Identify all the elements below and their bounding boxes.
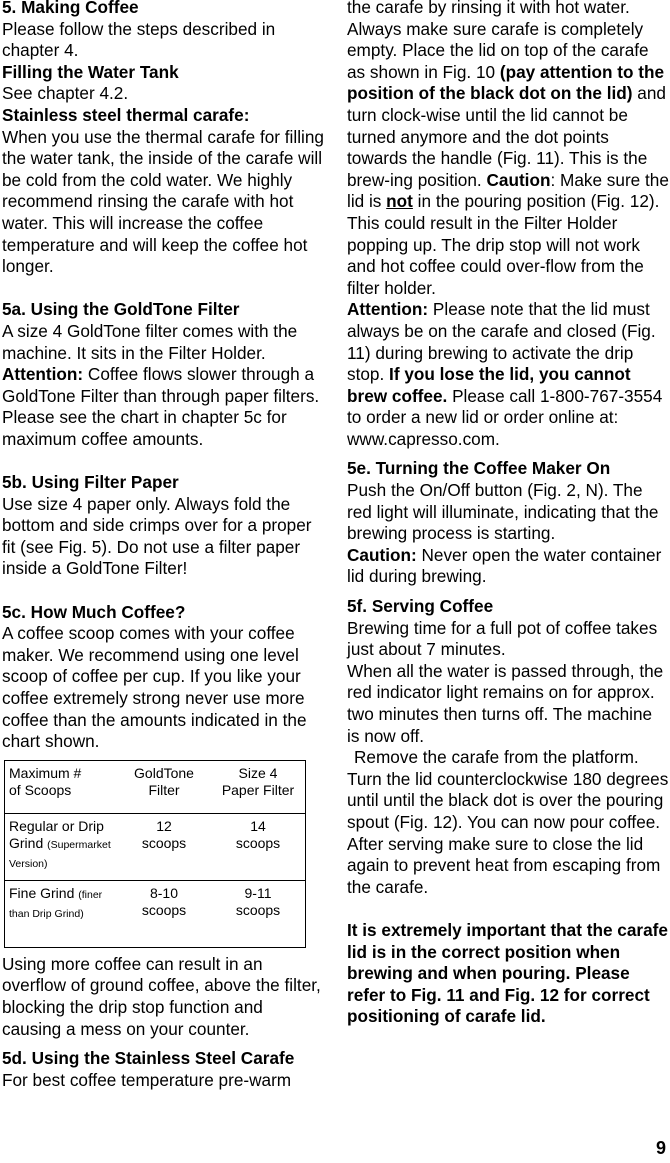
not-emphasis: not bbox=[386, 191, 413, 212]
section-5d-body: For best coffee temperature pre-warm bbox=[2, 1069, 292, 1090]
section-5a-attention bbox=[2, 364, 324, 450]
page-number: 9 bbox=[656, 1138, 667, 1158]
table-row bbox=[5, 880, 305, 947]
section-5c-title: 5c. How Much Coffee? bbox=[2, 601, 186, 622]
attention-text: Coffee flows slower through a GoldTone Filter than through paper filters. Please see the chart in chapter 5c for maximum coffee amounts. bbox=[2, 364, 320, 449]
table-header-row bbox=[5, 761, 305, 813]
scoops-table bbox=[4, 760, 306, 948]
filling-tank-title: Filling the Water Tank bbox=[2, 61, 179, 82]
section-5b-title: 5b. Using Filter Paper bbox=[2, 472, 179, 493]
header-cell-goldtone: GoldTone Filter bbox=[134, 764, 194, 798]
section-5-title: 5. Making Coffee bbox=[2, 0, 139, 17]
caution-label: Caution: bbox=[347, 544, 417, 565]
cell-regular-paper: 14 scoops bbox=[235, 817, 281, 851]
cell-regular-goldtone: 12 scoops bbox=[141, 817, 187, 851]
section-5a-body: A size 4 GoldTone filter comes with the machine. It sits in the Filter Holder. bbox=[2, 320, 298, 363]
row-label-regular: Regular or Drip Grind (Supermarket Version) bbox=[9, 817, 111, 870]
attention-paragraph: Attention: Please note that the lid must always be on the carafe and closed (Fig. 11) during brewing to activate the drip stop. If you lose the lid, you cannot brew coffee. Please call 1-800-767-3554 to order a new lid or order online at: www.capresso.com. bbox=[347, 299, 663, 449]
section-5d-title: 5d. Using the Stainless Steel Carafe bbox=[2, 1048, 295, 1069]
section-5-body: Please follow the steps described in chapter 4. bbox=[2, 18, 276, 61]
section-5c-body: A coffee scoop comes with your coffee maker. We recommend using one level scoop of coffee per cup. If you like your coffee extremely strong never use more coffee than the amounts indicated in the chart shown. bbox=[2, 623, 307, 752]
table-row bbox=[5, 813, 305, 880]
important-notice: It is extremely important that the carafe lid is in the correct position when brewing and when pouring. Please refer to Fig. 11 and Fig. 12 for correct positioning of carafe lid. bbox=[347, 919, 668, 1027]
section-5e-body: Push the On/Off button (Fig. 2, N). The red light will illuminate, indicating that the brewing process is starting. bbox=[347, 480, 659, 544]
section-5a-title: 5a. Using the GoldTone Filter bbox=[2, 299, 240, 320]
left-column bbox=[2, 0, 324, 1091]
steel-carafe-title: Stainless steel thermal carafe: bbox=[2, 104, 250, 125]
row-label-fine: Fine Grind (finer than Drip Grind) bbox=[9, 884, 103, 920]
section-5f-title: 5f. Serving Coffee bbox=[347, 596, 494, 617]
header-cell-paper: Size 4 Paper Filter bbox=[221, 764, 295, 798]
section-5f-body-3: Remove the carafe from the platform. Turn the lid counterclockwise 180 degrees until until the black dot is over the pouring spout (Fig. 12). You can now pour coffee. After serving make sure to close the lid again to prevent heat from escaping from the carafe. bbox=[347, 747, 669, 897]
lid-dot-note: (pay attention to the position of the black dot on the lid) bbox=[347, 61, 665, 104]
section-5e-caution: Caution: Never open the water container lid during brewing. bbox=[347, 544, 662, 587]
cell-fine-paper: 9-11 scoops bbox=[235, 884, 281, 918]
attention-label: Attention: bbox=[2, 364, 84, 385]
filling-tank-body: See chapter 4.2. bbox=[2, 83, 129, 104]
section-5b-body: Use size 4 paper only. Always fold the bottom and side crimps over for a proper fit (see Fig. 5). Do not use a filter paper inside a GoldTone Filter! bbox=[2, 493, 312, 579]
section-5e-title: 5e. Turning the Coffee Maker On bbox=[347, 458, 611, 479]
section-5c-after: Using more coffee can result in an overflow of ground coffee, above the filter, blocking the drip stop function and causing a mess on your counter. bbox=[2, 953, 321, 1039]
steel-carafe-body: When you use the thermal carafe for filling the water tank, the inside of the carafe will be cold from the cold water. We highly recommend rinsing the carafe with hot water. This will increase the coffee temperature and will keep the coffee hot longer. bbox=[2, 126, 324, 277]
section-5f-body-2: When all the water is passed through, the red indicator light remains on for approx. two minutes then turns off. The machine is now off. bbox=[347, 660, 664, 746]
carafe-instructions: the carafe by rinsing it with hot water. Always make sure carafe is completely empty. Place the lid on top of the carafe as shown in Fig. 10 (pay attention to the position of the black dot on the lid) and turn clock-wise until the lid cannot be turned anymore and the dot points towards the handle (Fig. 11). This is the brew-ing position. Caution: Make sure the lid is not in the pouring position (Fig. 12). This could result in the Filter Holder popping up. The drip stop will not work and hot coffee could over-flow from the filter holder. bbox=[347, 0, 669, 298]
section-5f-body-1: Brewing time for a full pot of coffee takes just about 7 minutes. bbox=[347, 617, 658, 660]
header-cell-max-scoops: Maximum # of Scoops bbox=[9, 764, 82, 798]
cell-fine-goldtone: 8-10 scoops bbox=[141, 884, 187, 918]
right-column bbox=[347, 0, 669, 1028]
attention-label: Attention: bbox=[347, 299, 429, 320]
caution-label: Caution bbox=[486, 169, 551, 190]
lose-lid-warning: If you lose the lid, you cannot brew coffee. bbox=[347, 364, 631, 406]
